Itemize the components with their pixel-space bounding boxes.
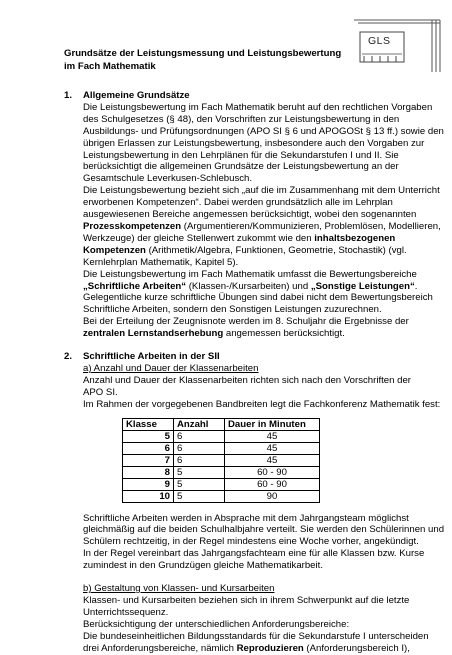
table-row — [123, 430, 320, 442]
text-line: gleichmäßig auf die beiden Schulhalbjahre verteilt. Sie werden den Schülerinnen und — [83, 524, 445, 536]
text-span: (Argumentieren/Kommunizieren, Problemlösen, Modellieren, — [181, 220, 441, 232]
bold-term: „Sonstige Leistungen“ — [310, 280, 415, 292]
text-line: berücksichtigt die allgemeinen Grundsätze der Leistungsbewertung an der — [83, 161, 399, 173]
logo-text: GLS — [368, 35, 391, 47]
document-body — [64, 90, 445, 655]
section-2-text-continued — [64, 512, 445, 655]
text-line: Leistungsbewertung in den Lehrplänen für die Sekundarstufen I und II. Sie — [83, 149, 399, 161]
cell-dauer: 45 — [225, 442, 320, 454]
text-line: erworbenen Kompetenzen“. Dabei werden grundsätzlich alle im Lehrplan — [83, 197, 393, 209]
text-line: zumindest in den Grundzügen gleiche Mathematikarbeit. — [83, 560, 323, 572]
text-line: Schriftliche Arbeiten, sondern den Sonstigen Leistungen zuzurechnen. — [83, 304, 382, 316]
cell-klasse: 10 — [123, 490, 174, 502]
cell-anzahl: 6 — [174, 442, 225, 454]
table-row — [123, 454, 320, 466]
cell-dauer: 60 - 90 — [225, 466, 320, 478]
cell-anzahl: 5 — [174, 490, 225, 502]
cell-dauer: 90 — [225, 490, 320, 502]
text-span: . — [414, 280, 418, 292]
cell-klasse: 5 — [123, 430, 174, 442]
text-line: Schriftliche Arbeiten werden in Absprache mit dem Jahrgangsteam möglichst — [83, 512, 409, 524]
text-line — [83, 233, 436, 245]
text-line — [83, 281, 436, 293]
section-1-text — [64, 101, 444, 340]
text-line — [83, 643, 436, 655]
cell-klasse: 6 — [123, 442, 174, 454]
text-span: drei Anforderungsbereiche, nämlich — [83, 642, 237, 654]
text-line: Gesamtschule Leverkusen-Schlebusch. — [83, 173, 253, 185]
spacer — [83, 572, 436, 583]
title-line-2: im Fach Mathematik — [64, 60, 156, 72]
text-line: des Schulgesetzes (§ 48), den Vorschriften zur Leistungsbewertung in den — [83, 113, 400, 125]
subsection-a-heading: a) Anzahl und Dauer der Klassenarbeiten — [83, 362, 259, 374]
cell-anzahl: 6 — [174, 454, 225, 466]
cell-anzahl: 5 — [174, 478, 225, 490]
spacer — [64, 340, 436, 351]
cell-dauer: 45 — [225, 454, 320, 466]
text-span: angemessen berücksichtigt. — [223, 328, 345, 340]
text-line: Klassen- und Kursarbeiten beziehen sich in ihrem Schwerpunkt auf die letzte — [83, 595, 410, 606]
text-line: übrigen Erlassen zur Leistungsbewertung, insbesondere auch den Vorgaben zur — [83, 137, 425, 149]
text-line: Schülern rechtzeitig, in der Regel mindestens eine Woche vorher, angekündigt. — [83, 536, 419, 548]
column-header-dauer: Dauer in Minuten — [225, 418, 320, 430]
table-row — [123, 442, 320, 454]
text-line: Bei der Erteilung der Zeugnisnote werden im 8. Schuljahr die Ergebnisse der — [83, 316, 409, 328]
table-header-row — [123, 418, 320, 430]
text-span: (Arithmetik/Algebra, Funktionen, Geometrie, Stochastik) (vgl. — [145, 244, 407, 256]
bold-term: „Schriftliche Arbeiten“ — [83, 280, 187, 292]
school-logo — [348, 18, 444, 72]
cell-klasse: 9 — [123, 478, 174, 490]
column-header-klasse: Klasse — [123, 418, 174, 430]
text-line: Die Leistungsbewertung im Fach Mathematik umfasst die Bewertungsbereiche — [83, 268, 417, 280]
section-number: 1. — [64, 90, 73, 101]
text-line: Die Leistungsbewertung bezieht sich „auf die im Zusammenhang mit dem Unterricht — [83, 185, 440, 197]
cell-anzahl: 5 — [174, 466, 225, 478]
cell-dauer: 45 — [225, 430, 320, 442]
text-line: In der Regel vereinbart das Jahrgangsfachteam eine für alle Klassen bzw. Kurse — [83, 548, 425, 560]
text-line: Die Leistungsbewertung im Fach Mathematik beruht auf den rechtlichen Vorgaben — [83, 101, 433, 113]
cell-anzahl: 6 — [174, 430, 225, 442]
subsection-b-heading: b) Gestaltung von Klassen- und Kursarbeiten — [83, 583, 275, 595]
bold-term: Prozesskompetenzen — [83, 220, 182, 232]
title-line-1: Grundsätze der Leistungsmessung und Leistungsbewertung — [64, 48, 342, 59]
text-line: Gelegentliche kurze schriftliche Übungen sind dabei nicht dem Bewertungsbereich — [83, 292, 433, 304]
bold-term: Kompetenzen — [83, 244, 146, 256]
text-line: Im Rahmen der vorgegebenen Bandbreiten legt die Fachkonferenz Mathematik fest: — [83, 398, 441, 410]
text-line: Anzahl und Dauer der Klassenarbeiten richten sich nach den Vorschriften der — [83, 374, 411, 386]
table-row — [123, 466, 320, 478]
table-row — [123, 478, 320, 490]
exam-duration-table — [122, 418, 320, 503]
text-line: Berücksichtigung der unterschiedlichen Anforderungsbereiche: — [83, 618, 350, 630]
section-number: 2. — [64, 351, 73, 363]
bold-term: inhaltsbezogenen — [314, 232, 396, 244]
text-span: (Anforderungsbereich I), — [303, 642, 410, 654]
section-title: Schriftliche Arbeiten in der SII — [83, 351, 220, 363]
cell-klasse: 7 — [123, 454, 174, 466]
text-line: Ausbildungs- und Prüfungsordnungen (APO SI § 6 und APOGOSt § 13 ff.) sowie den — [83, 125, 444, 137]
cell-klasse: 8 — [123, 466, 174, 478]
section-1-heading — [64, 90, 436, 102]
column-header-anzahl: Anzahl — [174, 418, 225, 430]
text-line: Kernlehrplan Mathematik, Kapitel 5). — [83, 256, 239, 268]
text-span: Werkzeuge) der gleiche Stellenwert zukommt wie den — [83, 232, 315, 244]
text-line — [83, 220, 441, 233]
text-line — [83, 245, 436, 257]
bold-term: zentralen Lernstandserhebung — [83, 328, 224, 340]
cell-dauer: 60 - 90 — [225, 478, 320, 490]
text-line: Unterrichtssequenz. — [83, 606, 169, 618]
table-row — [123, 490, 320, 502]
text-line: ausgewiesenen Bereiche angemessen berücksichtigt, wobei den sogenannten — [83, 209, 417, 221]
bold-term: Reproduzieren — [236, 642, 304, 654]
section-title: Allgemeine Grundsätze — [83, 90, 190, 101]
section-2-text — [64, 362, 441, 411]
text-line: Die bundeseinheitlichen Bildungsstandards für die Sekundarstufe I unterscheiden — [83, 630, 429, 642]
text-line — [83, 328, 436, 340]
text-line: APO SI. — [83, 386, 118, 398]
section-2-heading — [64, 351, 436, 363]
document-title — [64, 48, 354, 73]
text-span: (Klassen-/Kursarbeiten) und — [186, 280, 311, 292]
